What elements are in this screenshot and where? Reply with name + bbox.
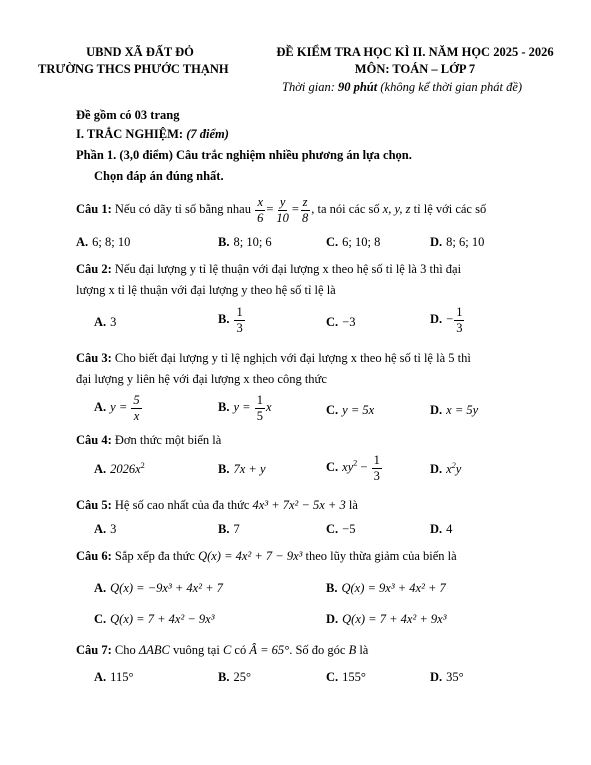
option-label: B. — [218, 462, 230, 476]
q3-option-a[interactable] — [94, 394, 143, 422]
q5-option-c[interactable] — [326, 522, 355, 537]
option-text: Q(x) = 9x³ + 4x² + 7 — [341, 581, 446, 595]
section-points: (7 điểm) — [186, 127, 229, 141]
q2-label: Câu 2: — [76, 262, 112, 276]
frac-num: 1 — [236, 305, 243, 319]
option-text: x — [446, 462, 452, 476]
q1-option-d[interactable] — [430, 235, 484, 250]
option-label: B. — [218, 670, 230, 684]
q1-den-8: 8 — [301, 210, 309, 225]
option-label: A. — [76, 235, 89, 249]
q6-polynomial: Q(x) = 4x² + 7 − 9x³ — [198, 549, 303, 563]
option-label: C. — [326, 315, 339, 329]
question-6 — [76, 549, 457, 564]
q1-option-c[interactable] — [326, 235, 380, 250]
minus-sign: − — [357, 459, 371, 474]
q6-option-a[interactable] — [94, 581, 223, 596]
school-name: TRƯỜNG THCS PHƯỚC THẠNH — [38, 62, 229, 76]
option-text: xy — [342, 459, 354, 474]
q7-text-a: Cho — [111, 643, 139, 657]
option-label: C. — [326, 670, 339, 684]
q3-text-1: Cho biết đại lượng y tỉ lệ nghịch với đại lượng x theo hệ số tỉ lệ là 5 thì — [111, 351, 471, 365]
question-1: Câu 1: Nếu có dãy tỉ số bằng nhau $\frac{x}{6}$ = $\frac{y}{10}$ = $\frac{z}{8}$ , ta nói các số x, y, z tỉ lệ với các số — [76, 195, 487, 225]
q1-text-c: tỉ lệ với các số — [410, 201, 487, 216]
option-label: A. — [94, 399, 107, 414]
q3-b-frac — [255, 394, 265, 422]
q6-text-end: theo lũy thừa giảm của biến là — [302, 549, 457, 563]
q5-option-b[interactable] — [218, 522, 240, 537]
option-text: 8; 6; 10 — [446, 235, 485, 249]
q7-text-d: . Số đo góc — [289, 643, 349, 657]
q1-den-10: 10 — [276, 210, 289, 225]
q4-option-a[interactable] — [94, 462, 145, 477]
option-text: 35° — [446, 670, 464, 684]
frac-den: 3 — [456, 320, 463, 335]
q5-option-a[interactable] — [94, 522, 116, 537]
question-4 — [76, 433, 221, 448]
option-label: D. — [430, 403, 443, 417]
q4-label: Câu 4: — [76, 433, 112, 447]
q3-label: Câu 3: — [76, 351, 112, 365]
frac-num: 1 — [456, 305, 463, 319]
exponent: 2 — [353, 458, 358, 468]
page-count: Đề gồm có 03 trang — [76, 108, 180, 122]
q6-option-b[interactable] — [326, 581, 446, 596]
time-note: (không kể thời gian phát đề) — [377, 80, 523, 94]
option-text: Q(x) = 7 + 4x² + 9x³ — [342, 612, 447, 626]
section-title — [76, 127, 229, 142]
exam-title: ĐỀ KIỂM TRA HỌC KÌ II. NĂM HỌC 2025 - 2026 — [276, 45, 554, 59]
q7-text-c: có — [231, 643, 250, 657]
option-text: 25° — [233, 670, 251, 684]
q7-option-c[interactable] — [326, 670, 366, 685]
option-text: 6; 8; 10 — [92, 235, 131, 249]
option-label: D. — [430, 522, 443, 536]
q2-d-frac — [454, 306, 464, 334]
option-text-post: x — [265, 399, 272, 414]
q1-label: Câu 1: — [76, 201, 112, 216]
q6-option-c[interactable] — [94, 612, 214, 627]
q6-text: Sắp xếp đa thức — [111, 549, 199, 563]
option-text: Q(x) = 7 + 4x² − 9x³ — [110, 612, 215, 626]
q1-den-6: 6 — [257, 210, 264, 225]
q1-vars: x, y, z — [382, 201, 411, 216]
option-label: C. — [326, 459, 339, 474]
option-text: 7 — [233, 522, 240, 536]
q7-angle: Â = 65° — [249, 643, 290, 657]
minus-sign: − — [446, 311, 454, 326]
q7-option-a[interactable] — [94, 670, 133, 685]
q5-polynomial: 4x³ + 7x² − 5x + 3 — [252, 498, 346, 512]
q5-text-end: là — [345, 498, 358, 512]
q3-a-frac — [131, 394, 141, 422]
question-2-line-1 — [76, 262, 461, 277]
option-label: A. — [94, 670, 107, 684]
option-label: B. — [218, 311, 230, 326]
q2-option-d[interactable] — [430, 306, 465, 334]
q7-option-b[interactable] — [218, 670, 251, 685]
q7-label: Câu 7: — [76, 643, 112, 657]
school-authority: UBND XÃ ĐẤT ĐỎ — [86, 45, 194, 59]
q4-option-b[interactable] — [218, 462, 266, 477]
time-label: Thời gian: — [282, 80, 338, 94]
q2-option-b[interactable] — [218, 306, 246, 334]
option-label: C. — [326, 522, 339, 536]
option-label: B. — [218, 522, 230, 536]
option-label: A. — [94, 581, 107, 595]
frac-den: 5 — [256, 408, 263, 423]
frac-den: 3 — [236, 320, 243, 335]
q1-text-b: , ta nói các số — [311, 201, 383, 216]
option-text: 155° — [342, 670, 366, 684]
option-label: D. — [430, 311, 443, 326]
option-text: 3 — [110, 522, 117, 536]
q1-text: Nếu có dãy tỉ số bằng nhau — [111, 201, 255, 216]
option-text: −5 — [342, 522, 356, 536]
q3-option-b[interactable] — [218, 394, 272, 422]
q7-vertex-b: B — [348, 643, 357, 657]
q7-text-b: vuông tại — [169, 643, 223, 657]
q6-label: Câu 6: — [76, 549, 112, 563]
q1-num-x: x — [257, 195, 264, 209]
option-text-post: y — [455, 462, 462, 476]
exponent: 2 — [451, 460, 456, 470]
exponent: 2 — [140, 460, 145, 470]
option-label: A. — [94, 462, 107, 476]
option-text: x = 5y — [446, 403, 479, 417]
q2-option-c[interactable] — [326, 315, 355, 330]
option-text: 8; 10; 6 — [233, 235, 272, 249]
q2-b-frac — [234, 306, 244, 334]
option-text: Q(x) = −9x³ + 4x² + 7 — [110, 581, 223, 595]
option-label: C. — [326, 235, 339, 249]
option-text: 2026x — [110, 462, 141, 476]
option-label: B. — [218, 235, 230, 249]
q1-option-a[interactable] — [76, 235, 130, 250]
question-5 — [76, 498, 358, 513]
option-label: A. — [94, 315, 107, 329]
frac-num: 1 — [373, 453, 380, 467]
q2-option-a[interactable] — [94, 315, 116, 330]
option-label: D. — [430, 462, 443, 476]
option-text: 4 — [446, 522, 453, 536]
section-label: I. TRẮC NGHIỆM: — [76, 127, 187, 141]
question-3-line-2: đại lượng y liên hệ với đại lượng x theo công thức — [76, 372, 327, 386]
q7-vertex-c: C — [222, 643, 232, 657]
option-label: D. — [430, 670, 443, 684]
question-2-line-2: lượng x tỉ lệ thuận với đại lượng y theo hệ số tỉ lệ là — [76, 283, 336, 297]
instruction: Chọn đáp án đúng nhất. — [94, 169, 224, 183]
option-text: 115° — [110, 670, 134, 684]
q7-option-d[interactable] — [430, 670, 464, 685]
frac-num: 1 — [256, 393, 263, 407]
q2-text-1: Nếu đại lượng y tỉ lệ thuận với đại lượng x theo hệ số tỉ lệ là 3 thì đại — [111, 262, 462, 276]
q1-frac-z — [300, 196, 310, 224]
option-text: y = — [233, 399, 254, 414]
option-text: 6; 10; 8 — [342, 235, 381, 249]
q1-num-y: y — [279, 195, 286, 209]
part-title: Phần 1. (3,0 điểm) Câu trắc nghiệm nhiều phương án lựa chọn. — [76, 148, 412, 162]
option-text: −3 — [342, 315, 356, 329]
time-value: 90 phút — [337, 80, 378, 94]
exam-subject: MÔN: TOÁN – LỚP 7 — [354, 62, 476, 76]
option-label: B. — [326, 581, 338, 595]
q4-option-c[interactable] — [326, 454, 383, 482]
exam-time — [282, 80, 522, 95]
option-label: D. — [326, 612, 339, 626]
option-label: A. — [94, 522, 107, 536]
option-label: B. — [218, 399, 230, 414]
q4-option-d[interactable] — [430, 462, 461, 477]
q5-text: Hệ số cao nhất của đa thức — [111, 498, 253, 512]
q4-text: Đơn thức một biến là — [111, 433, 222, 447]
option-text: y = 5x — [342, 403, 375, 417]
option-label: C. — [94, 612, 107, 626]
option-text: 3 — [110, 315, 117, 329]
q3-option-c[interactable] — [326, 403, 374, 418]
q1-frac-y — [274, 196, 291, 224]
frac-num: 5 — [133, 393, 140, 407]
frac-den: 3 — [373, 468, 380, 483]
q5-option-d[interactable] — [430, 522, 452, 537]
option-label: C. — [326, 403, 339, 417]
q1-frac-x — [255, 196, 265, 224]
option-text: 7x + y — [233, 462, 266, 476]
q6-option-d[interactable] — [326, 612, 446, 627]
q5-label: Câu 5: — [76, 498, 112, 512]
q4-c-frac — [372, 454, 382, 482]
option-label: D. — [430, 235, 443, 249]
q1-num-z: z — [302, 195, 308, 209]
question-3-line-1 — [76, 351, 471, 366]
option-text: y = — [110, 399, 131, 414]
frac-den: x — [133, 408, 140, 423]
q3-option-d[interactable] — [430, 403, 478, 418]
q7-triangle: ΔABC — [138, 643, 170, 657]
q1-option-b[interactable] — [218, 235, 272, 250]
question-7 — [76, 643, 368, 658]
q7-text-e: là — [356, 643, 369, 657]
